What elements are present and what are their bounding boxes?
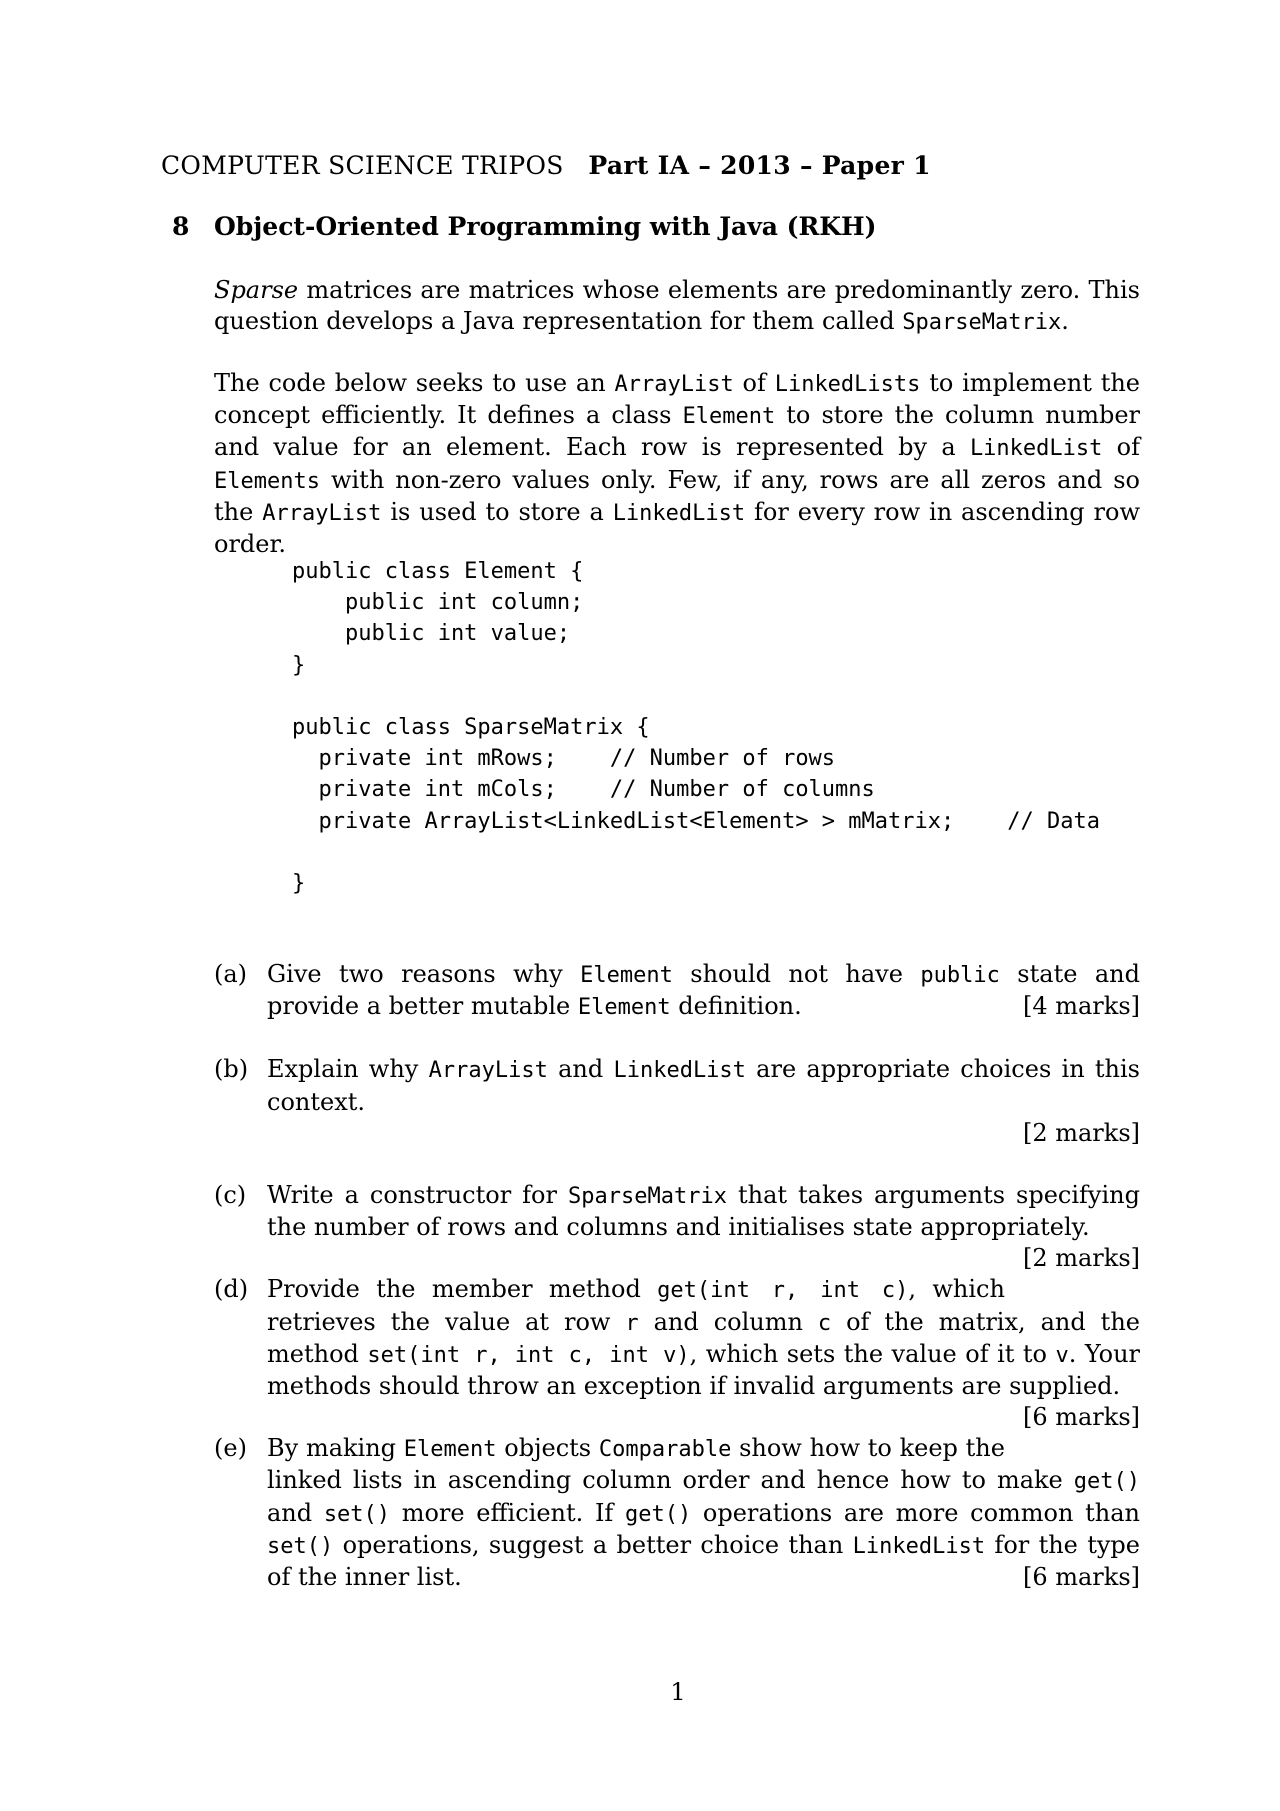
text-run: Give two reasons why (267, 960, 581, 988)
inline-code: ArrayList (614, 372, 734, 397)
question-part (214, 1054, 1140, 1149)
text-run: and column (638, 1307, 818, 1336)
header-left: COMPUTER SCIENCE TRIPOS (161, 151, 564, 180)
inline-code: set() (323, 1501, 391, 1527)
inline-code: SparseMatrix (568, 1184, 727, 1210)
text-run: . Your methods should throw an exception if invalid arguments are supplied. (267, 1339, 1140, 1401)
text-run: that takes arguments specifying the number of rows and columns and initialises state appropriately. (267, 1181, 1140, 1242)
inline-code: get() (624, 1501, 692, 1527)
inline-code: public (920, 963, 1000, 988)
part-label: (b) (214, 1055, 249, 1084)
inline-code: LinkedList (969, 436, 1103, 462)
question-parts (214, 959, 1140, 1624)
question-heading (172, 212, 876, 241)
inline-code: Element (403, 1437, 497, 1463)
sparse-word: Sparse (214, 276, 299, 304)
inline-code: Element (580, 963, 673, 988)
inline-code: LinkedLists (774, 372, 921, 397)
page-header (161, 151, 931, 180)
inline-code: set() (267, 1533, 334, 1559)
page-number: 1 (670, 1678, 686, 1706)
text-run: Provide the member method (267, 1275, 658, 1304)
text-run: to implement the concept efficiently. It defines a class (214, 369, 1140, 430)
part-marks: [2 marks] (1022, 1244, 1140, 1273)
text-run: more efficient. If (390, 1498, 625, 1527)
text-run: Write a constructor for (267, 1181, 568, 1210)
inline-code: get() (1073, 1469, 1140, 1495)
part-marks: [6 marks] (1022, 1403, 1140, 1432)
text-run: of the matrix, and the method (267, 1307, 1140, 1368)
question-number: 8 (172, 212, 190, 241)
inline-code: Elements (214, 468, 320, 494)
intro-p1-end: . (1061, 307, 1069, 336)
inline-code: Element (682, 404, 776, 430)
text-run: with non-zero values only. Few, if any, rows are all zeros and so the (214, 465, 1140, 526)
part-marks: [4 marks] (1022, 992, 1140, 1021)
question-title: Object-Oriented Programming with Java (RKH) (214, 212, 877, 241)
inline-code: set(int r, int c, int v) (367, 1342, 690, 1368)
text-run: definition. (670, 992, 802, 1021)
text-run: Explain why (267, 1055, 429, 1084)
part-text (267, 1433, 1140, 1593)
text-run: to store the column number and value for an element. Each row is represented by a (214, 401, 1141, 462)
code-listing: public class Element { public int column; public int value; } public class SparseMatrix { private int mRows; // Number of rows private int mCols; // Number of columns private ArrayList<LinkedList<Element> > mMatrix; // Data } (292, 559, 1100, 897)
question-part (214, 1274, 1140, 1432)
inline-code: c (817, 1310, 832, 1336)
part-marks: [6 marks] (1022, 1563, 1140, 1592)
inline-code: ArrayList (428, 1058, 548, 1084)
text-run: is used to store a (381, 497, 613, 526)
part-text (267, 1180, 1140, 1273)
part-text (267, 959, 1140, 1023)
part-label: (d) (214, 1275, 249, 1304)
inline-code: LinkedList (612, 500, 746, 526)
question-part (214, 959, 1140, 1023)
inline-code: get(int r, int c) (657, 1278, 909, 1304)
intro-paragraph-2 (214, 368, 1140, 560)
text-run: show how to keep the linked lists in ascending column order and hence how to make (267, 1434, 1074, 1495)
text-run: should not have (672, 960, 921, 988)
part-label: (a) (214, 960, 248, 988)
text-run: of (733, 369, 775, 397)
intro-p1-text: matrices are matrices whose elements are predominantly zero. This question develops a Java representation for them called (214, 276, 1140, 336)
text-run: operations, suggest a better choice than (333, 1530, 853, 1559)
text-run: are appropriate choices in this context. (267, 1055, 1141, 1116)
inline-code: v (1055, 1342, 1069, 1368)
inline-code: r (625, 1310, 639, 1336)
text-run: objects (496, 1434, 599, 1463)
part-label: (c) (214, 1181, 247, 1210)
intro-paragraph-1 (214, 275, 1140, 338)
inline-code: ArrayList (262, 500, 382, 526)
text-run: By making (267, 1434, 404, 1463)
part-text (267, 1054, 1140, 1117)
inline-code: LinkedList (852, 1533, 986, 1559)
question-part (214, 1433, 1140, 1593)
text-run: for every row in ascending row order. (214, 497, 1141, 559)
inline-code: Element (577, 995, 671, 1021)
inline-code: Comparable (598, 1437, 732, 1463)
text-run: , which sets the value of it to (689, 1339, 1056, 1368)
part-marks-line (267, 1118, 1140, 1149)
text-run: , which retrieves the value at row (267, 1275, 1005, 1336)
text-run: of (1102, 433, 1140, 462)
text-run: The code below seeks to use an (214, 369, 615, 397)
inline-code: LinkedList (613, 1058, 746, 1084)
text-run: for the type of the inner list. (267, 1530, 1140, 1592)
header-right: Part IA – 2013 – Paper 1 (588, 151, 931, 180)
text-run: and (547, 1055, 614, 1084)
part-text (267, 1274, 1140, 1432)
text-run: and (267, 1498, 324, 1527)
part-label: (e) (214, 1434, 247, 1463)
intro-p1-code: SparseMatrix (902, 310, 1062, 336)
text-run: operations are more common than (691, 1498, 1140, 1527)
part-marks: [2 marks] (1022, 1118, 1140, 1147)
question-part (214, 1180, 1140, 1273)
text-run: state and provide a better mutable (267, 960, 1140, 1021)
